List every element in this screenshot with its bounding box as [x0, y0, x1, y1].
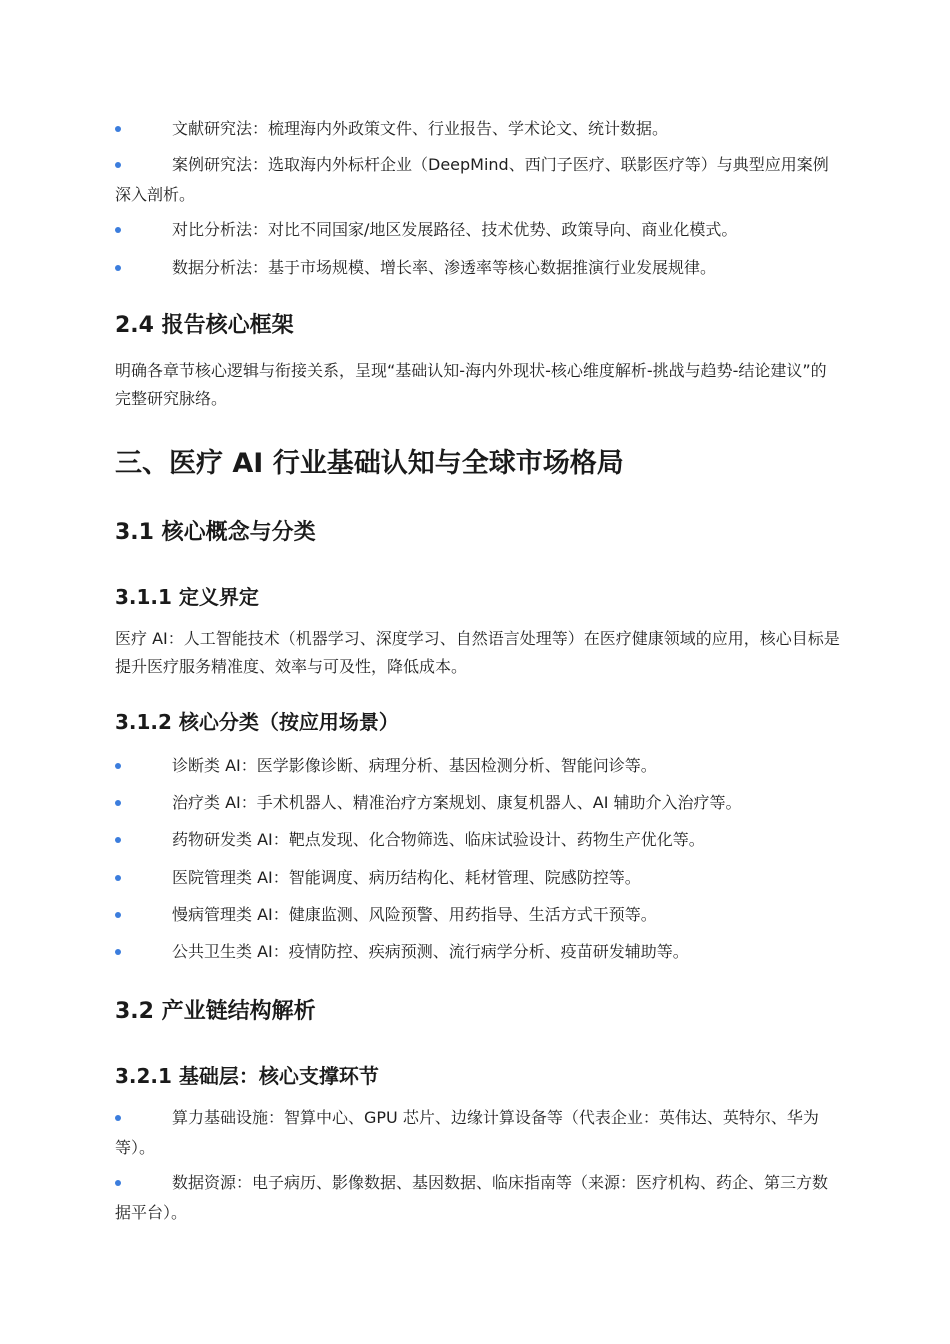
bullet-dot: [115, 227, 121, 233]
subsection-heading-3-1-1: 3.1.1 定义界定: [115, 585, 259, 609]
section-2-4-paragraph: 明确各章节核心逻辑与衔接关系，呈现“基础认知-海内外现状-核心维度解析-挑战与趋势-结论建议”的完整研究脉络。: [115, 361, 827, 408]
list-item: [115, 253, 840, 283]
list-item: [115, 751, 840, 781]
bullet-dot: [115, 763, 121, 769]
section-heading-3-1: 3.1 核心概念与分类: [115, 520, 316, 545]
list-item: [115, 114, 840, 144]
list-item-text: 数据分析法：基于市场规模、增长率、渗透率等核心数据推演行业发展规律。: [172, 258, 717, 277]
subsection-heading-3-2-1: 3.2.1 基础层：核心支撑环节: [115, 1064, 379, 1088]
list-item-text: 数据资源：电子病历、影像数据、基因数据、临床指南等（来源：医疗机构、药企、第三方数据平台）。: [115, 1173, 829, 1222]
list-item: [115, 863, 840, 893]
bullet-dot: [115, 875, 121, 881]
bullet-dot: [115, 126, 121, 132]
bullet-dot: [115, 912, 121, 918]
list-item-text: 治疗类 AI：手术机器人、精准治疗方案规划、康复机器人、AI 辅助介入治疗等。: [172, 793, 742, 812]
list-item-text: 医院管理类 AI：智能调度、病历结构化、耗材管理、院感防控等。: [172, 868, 641, 887]
list-item-text: 文献研究法：梳理海内外政策文件、行业报告、学术论文、统计数据。: [172, 119, 669, 138]
subsection-3-1-1-paragraph: 医疗 AI：人工智能技术（机器学习、深度学习、自然语言处理等）在医疗健康领域的应用，核心目标是提升医疗服务精准度、效率与可及性，降低成本。: [115, 629, 840, 676]
bullet-dot: [115, 1180, 121, 1186]
list-item: [115, 150, 840, 210]
list-item: [115, 825, 840, 855]
section-heading-3-2: 3.2 产业链结构解析: [115, 999, 316, 1024]
chapter-heading-3: 三、医疗 AI 行业基础认知与全球市场格局: [115, 448, 624, 479]
list-item-text: 对比分析法：对比不同国家/地区发展路径、技术优势、政策导向、商业化模式。: [172, 220, 738, 239]
list-item-text: 公共卫生类 AI：疫情防控、疾病预测、流行病学分析、疫苗研发辅助等。: [172, 942, 689, 961]
list-item-text: 算力基础设施：智算中心、GPU 芯片、边缘计算设备等（代表企业：英伟达、英特尔、华为等）。: [115, 1108, 819, 1157]
bullet-dot: [115, 949, 121, 955]
subsection-heading-3-1-2: 3.1.2 核心分类（按应用场景）: [115, 710, 399, 734]
list-item-text: 诊断类 AI：医学影像诊断、病理分析、基因检测分析、智能问诊等。: [172, 756, 657, 775]
bullet-dot: [115, 265, 121, 271]
section-heading-2-4: 2.4 报告核心框架: [115, 313, 294, 338]
bullet-dot: [115, 162, 121, 168]
bullet-dot: [115, 837, 121, 843]
list-item: [115, 1168, 840, 1228]
list-item: [115, 937, 840, 967]
list-item: [115, 215, 840, 245]
list-item-text: 药物研发类 AI：靶点发现、化合物筛选、临床试验设计、药物生产优化等。: [172, 830, 705, 849]
bullet-dot: [115, 800, 121, 806]
list-item: [115, 1103, 840, 1163]
list-item: [115, 788, 840, 818]
list-item: [115, 900, 840, 930]
list-item-text: 慢病管理类 AI：健康监测、风险预警、用药指导、生活方式干预等。: [172, 905, 657, 924]
list-item-text: 案例研究法：选取海内外标杆企业（DeepMind、西门子医疗、联影医疗等）与典型应用案例深入剖析。: [115, 155, 829, 204]
bullet-dot: [115, 1115, 121, 1121]
